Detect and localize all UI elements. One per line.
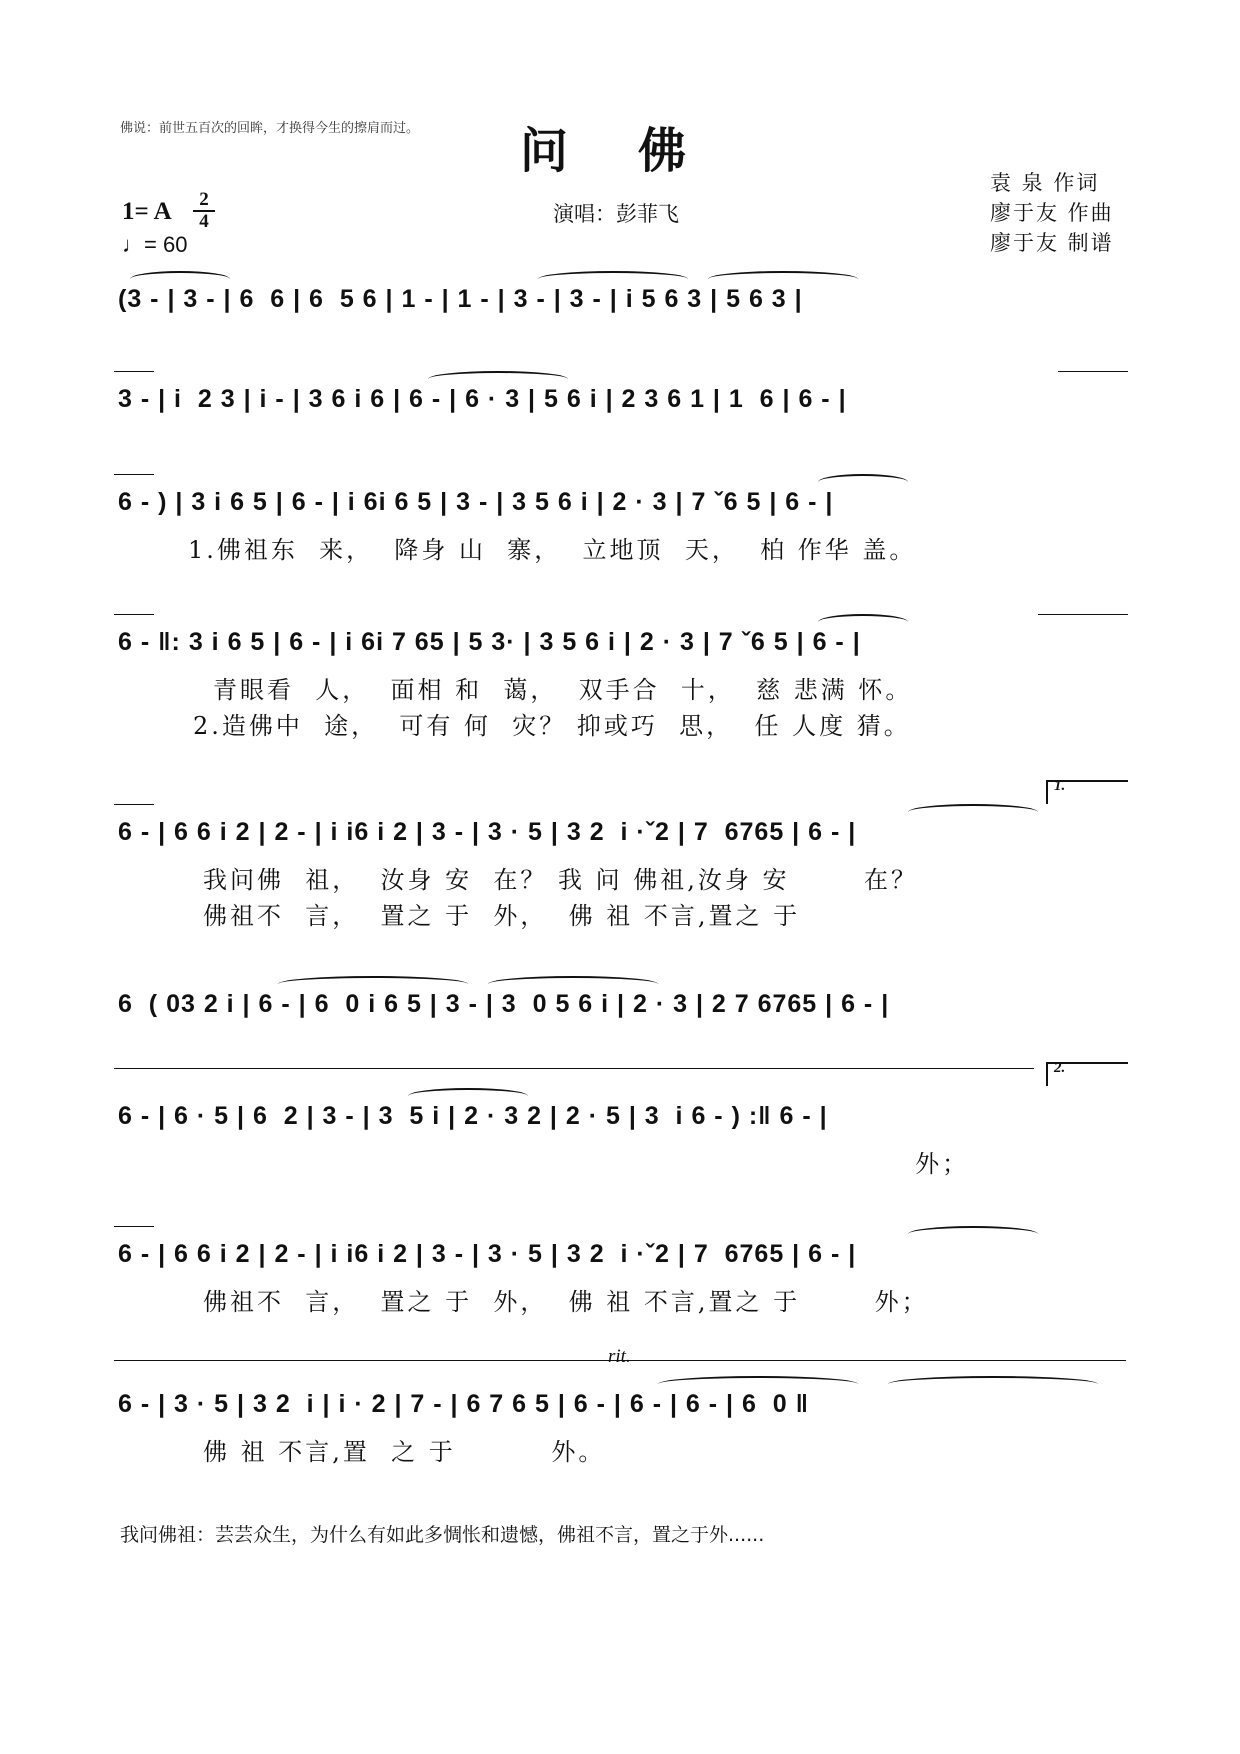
singer: 演唱：彭菲飞 bbox=[553, 202, 679, 226]
tie-continuation bbox=[114, 614, 154, 615]
tie-mark bbox=[538, 271, 688, 287]
tie-continuation bbox=[114, 474, 154, 475]
lyric-line-2: 2.造佛中 途， 可有 何 灾？ 抑或巧 思， 任 人度 猜。 bbox=[193, 712, 911, 740]
tie-mark bbox=[818, 614, 908, 630]
tie-continuation bbox=[114, 371, 154, 372]
notation-line: 6 - | 6 · 5 | 6 2 | 3 - | 3 5 i | 2 · 3 2 | 2 · 5 | 3 i 6 - ) :‖ 6 - | bbox=[118, 1102, 828, 1130]
lyric-line-1: 佛祖不 言， 置之 于 外， 佛 祖 不言,置之 于 外； bbox=[203, 1288, 929, 1316]
tie-continuation bbox=[1038, 614, 1128, 615]
tie-mark bbox=[658, 1376, 858, 1392]
tie-mark bbox=[818, 474, 908, 490]
notation-line: 6 - ‖: 3 i 6 5 | 6 - | i 6i 7 65 | 5 3· | 3 5 6 i | 2 · 3 | 7 ˇ6 5 | 6 - | bbox=[118, 628, 861, 656]
notation-line: 6 - ) | 3 i 6 5 | 6 - | i 6i 6 5 | 3 - | 3 5 6 i | 2 · 3 | 7 ˇ6 5 | 6 - | bbox=[118, 488, 834, 516]
tie-mark bbox=[908, 804, 1038, 820]
volta-2-label: 2. bbox=[1054, 1060, 1066, 1076]
tie-mark bbox=[888, 1376, 1098, 1392]
notation-line: 6 ( 03 2 i | 6 - | 6 0 i 6 5 | 3 - | 3 0 5 6 i | 2 · 3 | 2 7 6765 | 6 - | bbox=[118, 990, 890, 1018]
time-signature bbox=[193, 190, 215, 232]
notation-line: 6 - | 6 6 i 2 | 2 - | i i6 i 2 | 3 - | 3 · 5 | 3 2 i ·ˇ2 | 7 6765 | 6 - | bbox=[118, 1240, 857, 1268]
time-sig-top: 2 bbox=[193, 190, 215, 212]
lyric-line-1: 1.佛祖东 来， 降身 山 寨， 立地顶 天， 柏 作华 盖。 bbox=[188, 536, 917, 564]
lyric-line-1: 佛 祖 不言,置 之 于 外。 bbox=[203, 1438, 606, 1466]
tie-mark bbox=[130, 271, 230, 287]
tie-mark bbox=[408, 1088, 528, 1104]
tie-continuation bbox=[114, 1068, 1034, 1069]
lyric-line-1: 青眼看 人， 面相 和 蔼， 双手合 十， 慈 悲满 怀。 bbox=[213, 676, 913, 704]
tempo-marking: ♩= 60 bbox=[122, 232, 188, 257]
tie-continuation bbox=[114, 804, 154, 805]
tie-mark bbox=[428, 371, 568, 387]
volta-2 bbox=[1046, 1062, 1128, 1086]
tie-mark bbox=[488, 976, 658, 992]
tie-mark bbox=[708, 271, 858, 287]
time-sig-bottom: 4 bbox=[199, 211, 209, 232]
footer-note: 我问佛祖：芸芸众生，为什么有如此多惆怅和遗憾，佛祖不言，置之于外...... bbox=[120, 1524, 765, 1546]
tie-mark bbox=[908, 1226, 1038, 1242]
notation-line: 3 - | i 2 3 | i - | 3 6 i 6 | 6 - | 6 · 3 | 5 6 i | 2 3 6 1 | 1 6 | 6 - | bbox=[118, 385, 847, 413]
tie-continuation bbox=[1058, 371, 1128, 372]
lyricist: 袁 泉 作词 bbox=[990, 171, 1100, 195]
notation-line: 6 - | 6 6 i 2 | 2 - | i i6 i 2 | 3 - | 3 · 5 | 3 2 i ·ˇ2 | 7 6765 | 6 - | bbox=[118, 818, 857, 846]
ritardando-mark: rit. bbox=[608, 1346, 631, 1367]
volta-1 bbox=[1046, 780, 1128, 804]
key-signature: 1= A bbox=[122, 198, 172, 225]
song-title: 问佛 bbox=[520, 123, 757, 179]
epigraph: 佛说：前世五百次的回眸，才换得今生的擦肩而过。 bbox=[120, 121, 420, 136]
tie-continuation bbox=[114, 1226, 154, 1227]
notation-line: 6 - | 3 · 5 | 3 2 i | i · 2 | 7 - | 6 7 6 5 | 6 - | 6 - | 6 - | 6 0 ‖ bbox=[118, 1390, 810, 1418]
tie-mark bbox=[278, 976, 468, 992]
lyric-line-1: 外； bbox=[118, 1150, 970, 1178]
notation-line: (3 - | 3 - | 6 6 | 6 5 6 | 1 - | 1 - | 3 - | 3 - | i 5 6 3 | 5 6 3 | bbox=[118, 285, 803, 313]
volta-1-label: 1. bbox=[1054, 778, 1066, 794]
credits bbox=[990, 168, 1114, 258]
arranger: 廖于友 制谱 bbox=[990, 231, 1114, 255]
lyric-line-2: 佛祖不 言， 置之 于 外， 佛 祖 不言,置之 于 bbox=[203, 902, 801, 930]
composer: 廖于友 作曲 bbox=[990, 201, 1114, 225]
lyric-line-1: 我问佛 祖， 汝身 安 在？ 我 问 佛祖,汝身 安 在？ bbox=[203, 866, 918, 894]
